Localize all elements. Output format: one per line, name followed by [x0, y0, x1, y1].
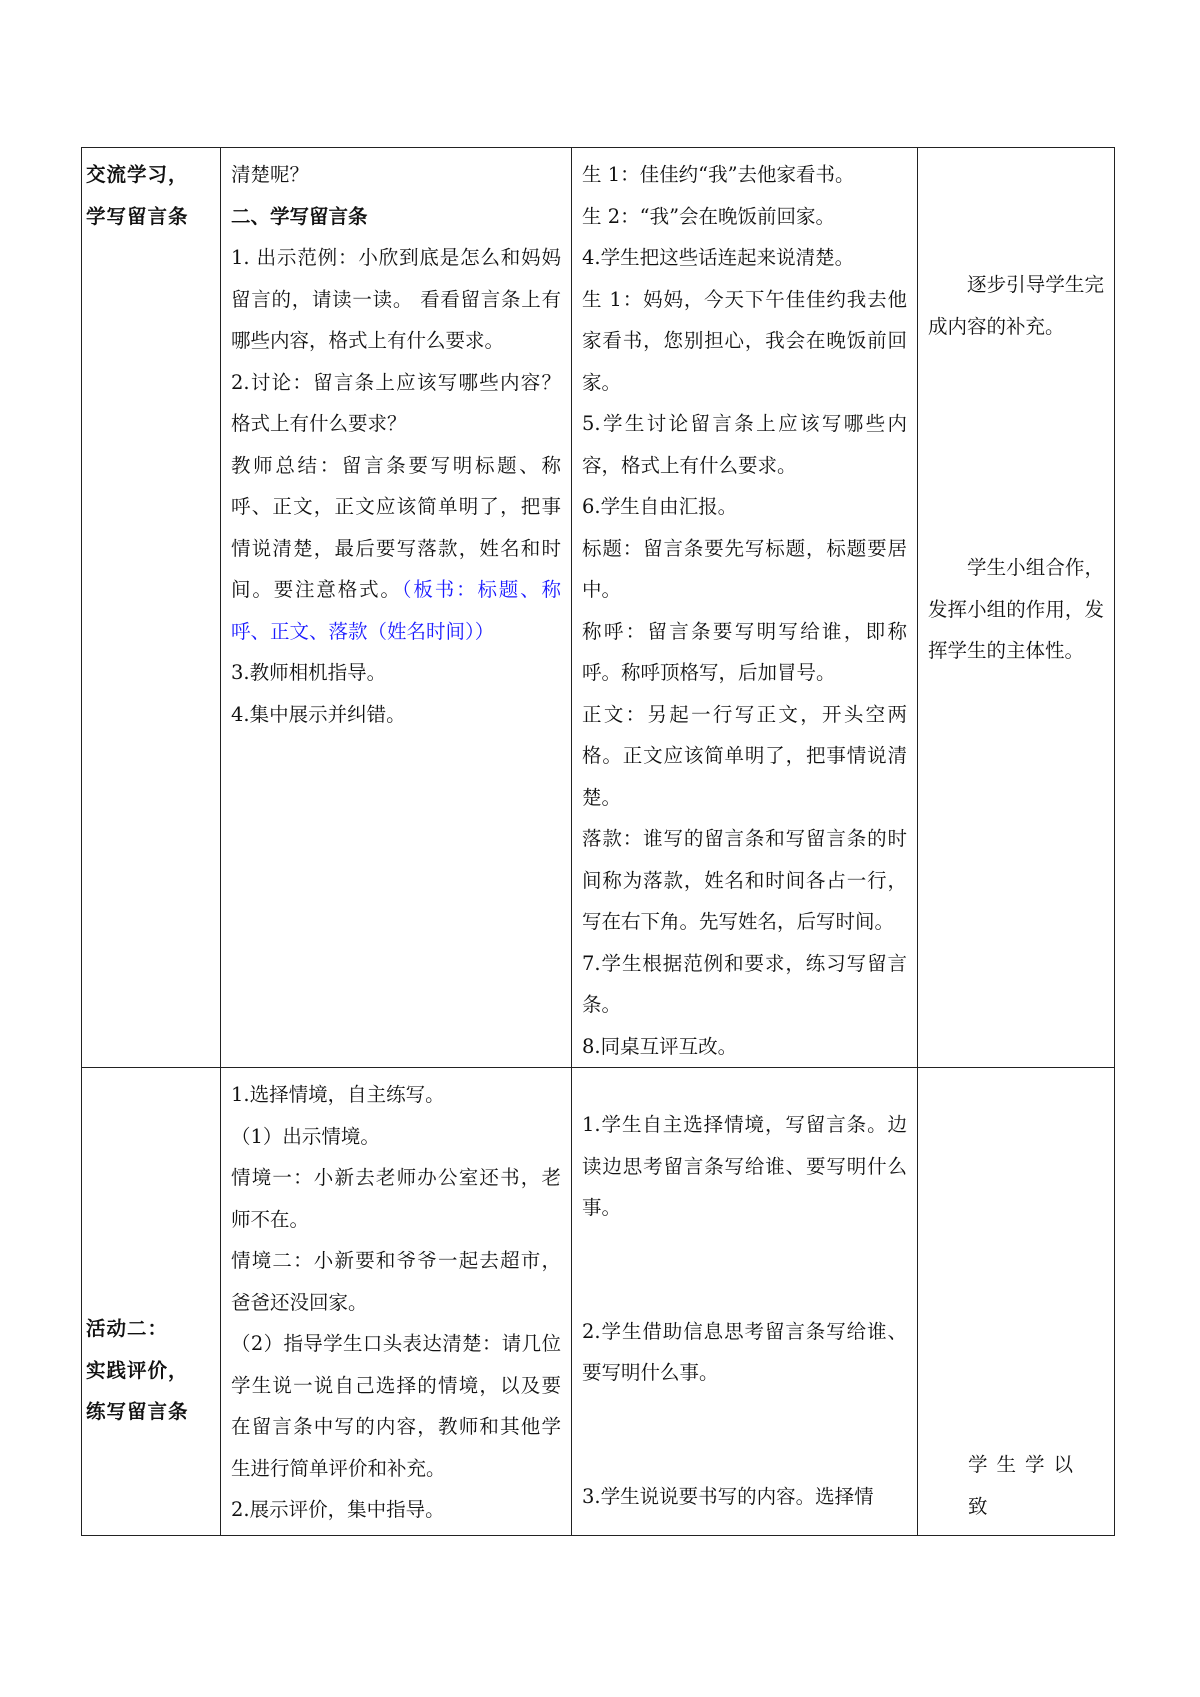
- stage-label-line: 活动二：: [86, 1317, 169, 1340]
- student-line: 3.学生说说要书写的内容。选择情: [582, 1484, 874, 1508]
- spacer: [928, 1074, 1104, 1444]
- stage-label-line: 实践评价，: [86, 1358, 189, 1382]
- stage-label-line: 交流学习，: [86, 163, 189, 186]
- stage-label-cell: [82, 1068, 221, 1536]
- teacher-line: 清楚呢？: [231, 163, 310, 186]
- spacer: [582, 1394, 907, 1476]
- student-line: 标题：留言条要先写标题，标题要居中。: [582, 536, 907, 601]
- section-heading: 二、学写留言条: [231, 204, 368, 228]
- intent-line: 逐步引导学生完成内容的补充。: [928, 273, 1104, 338]
- teacher-activity-cell: [221, 1068, 572, 1536]
- intent-line: 学生学以致: [968, 1453, 1083, 1518]
- student-line: 生 2：“我”会在晚饭前回家。: [582, 204, 836, 228]
- teacher-summary-text: 教师总结：留言条要写明标题、称呼、正文，正文应该简单明了，把事情说清楚，最后要写落款，姓名和时间。要注意格式。: [231, 453, 561, 601]
- student-line: 7.学生根据范例和要求，练习写留言条。: [582, 951, 907, 1016]
- design-intent-cell: [918, 1068, 1115, 1536]
- spacer: [582, 1229, 907, 1311]
- student-line: 2.学生借助信息思考留言条写给谁、要写明什么事。: [582, 1319, 907, 1384]
- student-line: 生 1：妈妈，今天下午佳佳约我去他家看书，您别担心，我会在晚饭前回家。: [582, 287, 907, 394]
- student-line: 正文：另起一行写正文，开头空两格。正文应该简单明了，把事情说清楚。: [582, 702, 907, 809]
- student-line: 称呼：留言条要写明写给谁，即称呼。称呼顶格写，后加冒号。: [582, 619, 907, 684]
- student-line: 5.学生讨论留言条上应该写哪些内容，格式上有什么要求。: [582, 412, 907, 477]
- stage-label-line: 练写留言条: [86, 1400, 189, 1423]
- lesson-plan-table: [81, 147, 1115, 1536]
- table-row: [82, 148, 1115, 1068]
- teacher-line: （2）指导学生口头表达清楚：请几位学生说一说自己选择的情境，以及要在留言条中写的内容，教师和其他学生进行简单评价和补充。: [231, 1332, 561, 1480]
- teacher-summary: [231, 445, 561, 653]
- student-line: 1.学生自主选择情境，写留言条。边读边思考留言条写给谁、要写明什么事。: [582, 1113, 907, 1219]
- design-intent-cell: [918, 148, 1115, 1068]
- student-line: 生 1：佳佳约“我”去他家看书。: [582, 163, 855, 186]
- teacher-line: 2.讨论：留言条上应该写哪些内容？格式上有什么要求？: [231, 370, 561, 435]
- teacher-line: 情境一：小新去老师办公室还书，老师不在。: [231, 1166, 561, 1231]
- teacher-line: 情境二：小新要和爷爷一起去超市，爸爸还没回家。: [231, 1249, 561, 1314]
- table-row: [82, 1068, 1115, 1536]
- stage-label-cell: [82, 148, 221, 1068]
- teacher-line: 1.选择情境，自主练写。: [231, 1083, 445, 1106]
- student-line: 落款：谁写的留言条和写留言条的时间称为落款，姓名和时间各占一行，写在右下角。先写姓名，后写时间。: [582, 827, 907, 933]
- student-line: 4.学生把这些话连起来说清楚。: [582, 246, 855, 269]
- student-activity-cell: [572, 148, 918, 1068]
- spacer: [928, 154, 1104, 264]
- student-line: 6.学生自由汇报。: [582, 495, 738, 518]
- stage-label-line: 学写留言条: [86, 204, 189, 228]
- teacher-line: 1. 出示范例：小欣到底是怎么和妈妈留言的，请读一读。 看看留言条上有哪些内容，格式上有什么要求。: [231, 246, 561, 352]
- teacher-line: 4.集中展示并纠错。: [231, 702, 406, 726]
- teacher-activity-cell: [221, 148, 572, 1068]
- student-line: 8.同桌互评互改。: [582, 1034, 738, 1058]
- spacer: [928, 347, 1104, 547]
- spacer: [86, 1074, 210, 1308]
- teacher-line: 3.教师相机指导。: [231, 661, 387, 684]
- teacher-line: （1）出示情境。: [231, 1124, 380, 1148]
- student-activity-cell: [572, 1068, 918, 1536]
- intent-line: 学生小组合作，发挥小组的作用，发挥学生的主体性。: [928, 556, 1104, 662]
- blackboard-note: （板书：标题、称呼、正文、落款（姓名时间））: [231, 578, 561, 643]
- teacher-line: 2.展示评价，集中指导。: [231, 1498, 445, 1521]
- spacer: [582, 1074, 907, 1104]
